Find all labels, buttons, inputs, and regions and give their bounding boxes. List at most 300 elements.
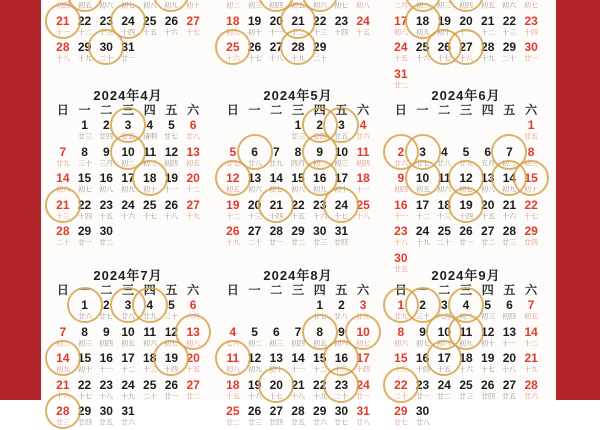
date-number: 27	[502, 377, 517, 392]
month-2024-05	[222, 88, 374, 250]
day-cell	[287, 39, 309, 66]
lunar-date-label: 十四	[164, 365, 179, 374]
day-cell	[161, 324, 183, 351]
lunar-date-label: 二月	[393, 1, 408, 10]
lunar-date-label: 廿九	[142, 312, 157, 321]
lunar-date-label: 初三	[334, 159, 349, 167]
day-cell	[331, 170, 353, 197]
lunar-date-label: 廿八	[437, 159, 452, 167]
lunar-date-label: 初五	[186, 159, 201, 167]
date-number: 7	[506, 144, 513, 159]
date-number: 24	[334, 197, 349, 212]
weekday-label: 日	[394, 283, 407, 297]
date-number: 15	[313, 351, 327, 365]
date-number: 28	[56, 404, 70, 418]
day-cell	[390, 197, 412, 224]
day-cell	[74, 350, 96, 377]
lunar-date-label: 十二	[415, 212, 430, 220]
day-cell	[477, 39, 499, 66]
lunar-date-label: 二十	[437, 238, 452, 247]
lunar-date-label: 初六	[393, 339, 408, 347]
date-number: 25	[415, 40, 430, 54]
lunar-date-label: 初七	[164, 339, 179, 347]
day-cell	[499, 0, 521, 13]
lunar-date-label: 十七	[186, 28, 201, 36]
date-number: 14	[291, 351, 305, 365]
lunar-date-label: 十六	[502, 212, 517, 220]
month-title: 2024年6月	[431, 88, 501, 103]
date-number: 24	[121, 377, 135, 392]
date-number: 10	[437, 324, 451, 339]
date-number: 9	[102, 324, 110, 339]
lunar-date-label: 十四	[356, 365, 371, 374]
date-number: 25	[226, 40, 240, 54]
weekday-label: 三	[291, 103, 304, 117]
day-cell	[390, 403, 412, 430]
date-number: 22	[524, 197, 538, 212]
days-grid	[390, 117, 542, 276]
lunar-date-label: 十九	[312, 392, 327, 400]
date-number: 30	[313, 224, 327, 238]
lunar-date-label: 十五	[356, 28, 371, 36]
lunar-date-label: 初九	[247, 365, 262, 374]
lunar-date-label: 廿三	[502, 238, 517, 247]
date-number: 12	[459, 171, 473, 185]
date-number: 18	[415, 13, 430, 28]
date-number: 29	[524, 224, 538, 238]
date-number: 2	[419, 298, 426, 312]
lunar-date-label: 三十	[77, 159, 92, 167]
day-cell	[352, 13, 374, 40]
date-number: 27	[247, 224, 262, 238]
date-number: 21	[269, 197, 283, 212]
day-cell	[390, 324, 412, 351]
day-cell	[520, 377, 542, 404]
weekday-label: 五	[165, 103, 178, 117]
day-cell	[222, 377, 244, 404]
weekday-header-row	[52, 104, 204, 117]
day-cell	[287, 0, 309, 13]
day-cell	[244, 13, 266, 40]
day-cell	[309, 170, 331, 197]
month-2024-04	[52, 88, 204, 250]
day-cell	[222, 197, 244, 224]
lunar-date-label: 廿九	[269, 159, 284, 167]
day-cell	[412, 377, 434, 404]
day-cell	[244, 0, 266, 13]
lunar-date-label: 廿九	[458, 159, 474, 167]
lunar-date-label: 初四	[269, 1, 284, 10]
date-number: 31	[334, 224, 349, 238]
lunar-date-label: 初七	[77, 185, 92, 194]
day-cell	[52, 223, 74, 250]
lunar-date-label: 十七	[142, 212, 157, 220]
lunar-date-label: 廿一	[356, 392, 371, 400]
date-number: 15	[77, 351, 92, 365]
day-cell	[139, 377, 161, 404]
day-cell	[117, 377, 139, 404]
date-number: 11	[226, 351, 240, 365]
lunar-date-label: 初四	[393, 185, 408, 194]
day-cell	[499, 170, 521, 197]
day-cell	[331, 144, 353, 171]
lunar-date-label: 初七	[524, 1, 539, 10]
date-number: 20	[481, 197, 495, 212]
empty-cell	[412, 117, 434, 144]
lunar-date-label: 廿九	[55, 159, 70, 167]
lunar-date-label: 初三	[247, 1, 262, 10]
date-number: 4	[229, 324, 237, 339]
lunar-date-label: 十九	[186, 212, 201, 220]
lunar-date-label: 十一	[269, 28, 284, 36]
day-cell	[455, 170, 477, 197]
date-number: 5	[229, 144, 237, 159]
date-number: 25	[143, 13, 157, 28]
date-number: 10	[356, 324, 370, 339]
date-number: 24	[121, 13, 135, 28]
lunar-date-label: 廿六	[524, 392, 539, 400]
lunar-date-label: 初三	[77, 339, 92, 347]
day-cell	[161, 144, 183, 171]
date-number: 2	[397, 144, 405, 159]
day-cell	[477, 170, 499, 197]
date-number: 16	[313, 171, 327, 185]
lunar-date-label: 十六	[247, 392, 262, 400]
lunar-date-label: 二十	[502, 54, 517, 63]
day-cell	[477, 197, 499, 224]
date-number: 8	[527, 144, 535, 159]
date-number: 18	[226, 13, 240, 28]
day-cell	[95, 350, 117, 377]
day-cell	[222, 223, 244, 250]
date-number: 6	[484, 144, 492, 159]
lunar-date-label: 廿四	[524, 238, 539, 247]
day-cell	[309, 0, 331, 13]
date-number: 21	[481, 13, 495, 28]
date-number: 14	[502, 171, 517, 185]
day-cell	[182, 350, 204, 377]
lunar-date-label: 初二	[458, 312, 474, 321]
day-cell	[161, 0, 183, 13]
date-number: 26	[247, 40, 262, 54]
lunar-date-label: 初七	[120, 1, 136, 10]
day-cell	[499, 223, 521, 250]
lunar-date-label: 十八	[164, 212, 179, 220]
lunar-date-label: 十一	[502, 339, 517, 347]
lunar-date-label: 十四	[120, 28, 136, 36]
day-cell	[287, 377, 309, 404]
lunar-date-label: 初五	[415, 185, 430, 194]
lunar-date-label: 初六	[55, 185, 70, 194]
weekday-label: 一	[416, 103, 429, 117]
day-cell	[265, 223, 287, 250]
day-cell	[309, 117, 331, 144]
date-number: 25	[143, 197, 157, 212]
date-number: 4	[462, 298, 470, 312]
date-number: 31	[356, 404, 370, 418]
day-cell	[331, 350, 353, 377]
date-number: 7	[294, 324, 302, 339]
day-cell	[265, 350, 287, 377]
date-number: 16	[415, 351, 430, 365]
date-number: 21	[502, 197, 517, 212]
date-number: 2	[102, 298, 110, 312]
lunar-date-label: 十八	[290, 392, 306, 400]
day-cell	[390, 223, 412, 250]
lunar-date-label: 廿一	[458, 238, 474, 247]
day-cell	[412, 170, 434, 197]
lunar-date-label: 廿九	[356, 312, 371, 321]
lunar-date-label: 初五	[312, 339, 327, 347]
date-number: 20	[269, 13, 283, 28]
day-cell	[95, 223, 117, 250]
lunar-date-label: 廿七	[415, 159, 430, 167]
date-number: 13	[502, 324, 517, 339]
lunar-date-label: 廿四	[312, 132, 327, 141]
lunar-date-label: 初四	[356, 159, 371, 167]
day-cell	[520, 13, 542, 40]
day-cell	[52, 197, 74, 224]
day-cell	[182, 377, 204, 404]
weekday-header-row	[222, 104, 374, 117]
day-cell	[455, 223, 477, 250]
day-cell	[520, 324, 542, 351]
lunar-date-label: 十四	[77, 212, 92, 220]
day-cell	[74, 377, 96, 404]
lunar-date-label: 初十	[186, 1, 201, 10]
day-cell	[52, 350, 74, 377]
lunar-date-label: 十八	[393, 238, 408, 247]
date-number: 20	[186, 351, 200, 365]
day-cell	[499, 39, 521, 66]
empty-cell	[433, 117, 455, 144]
date-number: 19	[226, 197, 240, 212]
date-number: 30	[99, 40, 113, 54]
day-cell	[222, 170, 244, 197]
lunar-date-label: 廿二	[225, 418, 240, 427]
weekday-label: 四	[313, 283, 326, 297]
day-cell	[352, 197, 374, 224]
date-number: 6	[189, 298, 197, 312]
lunar-date-label: 十三	[393, 365, 408, 374]
day-cell	[412, 223, 434, 250]
day-cell	[222, 324, 244, 351]
date-number: 19	[247, 13, 262, 28]
date-number: 9	[102, 144, 110, 159]
day-cell	[74, 223, 96, 250]
date-number: 30	[524, 40, 538, 54]
lunar-date-label: 初八	[186, 339, 201, 347]
date-number: 29	[394, 404, 408, 418]
lunar-date-label: 廿八	[415, 418, 430, 427]
lunar-date-label: 初七	[269, 185, 284, 194]
days-grid	[390, 0, 542, 92]
lunar-date-label: 廿二	[480, 238, 495, 247]
date-number: 29	[313, 404, 327, 418]
lunar-date-label: 清明	[142, 132, 157, 141]
day-cell	[477, 324, 499, 351]
day-cell	[265, 377, 287, 404]
lunar-date-label: 廿四	[269, 418, 284, 427]
lunar-date-label: 十一	[99, 365, 114, 374]
day-cell	[182, 0, 204, 13]
date-number: 2	[338, 298, 345, 312]
day-cell	[412, 39, 434, 66]
date-number: 17	[334, 171, 349, 185]
lunar-date-label: 廿五	[99, 418, 114, 427]
lunar-date-label: 初八	[225, 365, 240, 374]
weekday-label: 日	[394, 103, 407, 117]
day-cell	[74, 144, 96, 171]
lunar-date-label: 廿三	[290, 132, 306, 141]
day-cell	[390, 144, 412, 171]
date-number: 18	[143, 351, 157, 365]
lunar-date-label: 廿一	[164, 392, 179, 400]
lunar-date-label: 十二	[77, 28, 92, 36]
weekday-label: 六	[357, 103, 370, 117]
weekday-label: 四	[313, 103, 326, 117]
date-number: 29	[77, 40, 92, 54]
lunar-date-label: 十二	[312, 365, 327, 374]
day-cell	[433, 324, 455, 351]
empty-cell	[287, 297, 309, 324]
lunar-date-label: 初三	[524, 159, 539, 167]
lunar-date-label: 十一	[356, 185, 371, 194]
lunar-date-label: 三月	[99, 159, 114, 167]
date-number: 11	[437, 171, 451, 185]
day-cell	[433, 377, 455, 404]
date-number: 27	[269, 404, 283, 418]
day-cell	[520, 39, 542, 66]
date-number: 11	[143, 144, 157, 159]
day-cell	[309, 39, 331, 66]
day-cell	[309, 324, 331, 351]
date-number: 21	[524, 351, 538, 365]
day-cell	[520, 117, 542, 144]
lunar-date-label: 初十	[524, 185, 539, 194]
day-cell	[182, 144, 204, 171]
date-number: 19	[459, 197, 473, 212]
date-number: 31	[121, 404, 135, 418]
date-number: 20	[247, 197, 262, 212]
lunar-date-label: 十五	[393, 54, 408, 63]
day-cell	[95, 197, 117, 224]
date-number: 29	[77, 224, 92, 238]
date-number: 26	[164, 197, 179, 212]
lunar-date-label: 初八	[290, 185, 306, 194]
lunar-date-label: 廿二	[290, 238, 306, 247]
lunar-date-label: 初十	[334, 185, 349, 194]
day-cell	[74, 324, 96, 351]
date-number: 3	[124, 298, 132, 312]
day-cell	[309, 297, 331, 324]
lunar-date-label: 十六	[415, 54, 430, 63]
weekday-label: 六	[187, 283, 200, 297]
empty-cell	[455, 117, 477, 144]
lunar-date-label: 十三	[247, 212, 262, 220]
lunar-date-label: 廿一	[415, 392, 430, 400]
lunar-date-label: 二十	[55, 238, 70, 247]
lunar-date-label: 廿三	[312, 238, 327, 247]
date-number: 2	[102, 118, 110, 132]
day-cell	[309, 377, 331, 404]
day-cell	[477, 0, 499, 13]
date-number: 1	[527, 118, 535, 132]
date-number: 16	[334, 351, 349, 365]
days-grid	[222, 297, 374, 430]
date-number: 12	[226, 171, 240, 185]
lunar-date-label: 十二	[186, 185, 201, 194]
right-red-band	[556, 0, 600, 400]
lunar-date-label: 廿四	[77, 418, 92, 427]
lunar-date-label: 初三	[269, 339, 284, 347]
lunar-date-label: 十五	[225, 392, 240, 400]
day-cell	[477, 13, 499, 40]
lunar-date-label: 十三	[99, 28, 114, 36]
weekday-label: 三	[291, 283, 304, 297]
lunar-date-label: 十七	[269, 392, 284, 400]
day-cell	[390, 13, 412, 40]
date-number: 20	[502, 351, 517, 365]
day-cell	[520, 170, 542, 197]
day-cell	[139, 13, 161, 40]
day-cell	[139, 297, 161, 324]
date-number: 15	[77, 171, 92, 185]
lunar-date-label: 初二	[247, 339, 262, 347]
day-cell	[390, 39, 412, 66]
day-cell	[499, 13, 521, 40]
lunar-date-label: 初十	[480, 339, 495, 347]
weekday-label: 一	[78, 103, 91, 117]
date-number: 4	[359, 118, 367, 132]
lunar-date-label: 廿四	[99, 132, 114, 141]
date-number: 20	[269, 377, 283, 392]
date-number: 14	[524, 324, 538, 339]
day-cell	[95, 170, 117, 197]
lunar-date-label: 初六	[247, 185, 262, 194]
date-number: 22	[77, 13, 92, 28]
date-number: 28	[524, 377, 538, 392]
lunar-date-label: 廿六	[120, 418, 136, 427]
day-cell	[117, 13, 139, 40]
date-number: 18	[143, 171, 157, 185]
date-number: 15	[291, 171, 305, 185]
day-cell	[520, 0, 542, 13]
month-2024-01	[52, 0, 204, 66]
day-cell	[161, 350, 183, 377]
weekday-label: 三	[121, 283, 134, 297]
month-2024-03	[390, 0, 542, 92]
day-cell	[95, 324, 117, 351]
date-number: 7	[59, 144, 67, 159]
day-cell	[412, 13, 434, 40]
day-cell	[309, 223, 331, 250]
lunar-date-label: 初五	[290, 1, 306, 10]
lunar-date-label: 十九	[524, 365, 539, 374]
weekday-label: 二	[270, 103, 283, 117]
day-cell	[117, 0, 139, 13]
day-cell	[390, 0, 412, 13]
lunar-date-label: 十三	[334, 365, 349, 374]
day-cell	[74, 197, 96, 224]
day-cell	[352, 403, 374, 430]
date-number: 19	[481, 351, 495, 365]
lunar-date-label: 十五	[437, 365, 452, 374]
day-cell	[520, 144, 542, 171]
lunar-date-label: 十六	[225, 54, 240, 63]
date-number: 28	[269, 224, 283, 238]
day-cell	[244, 403, 266, 430]
